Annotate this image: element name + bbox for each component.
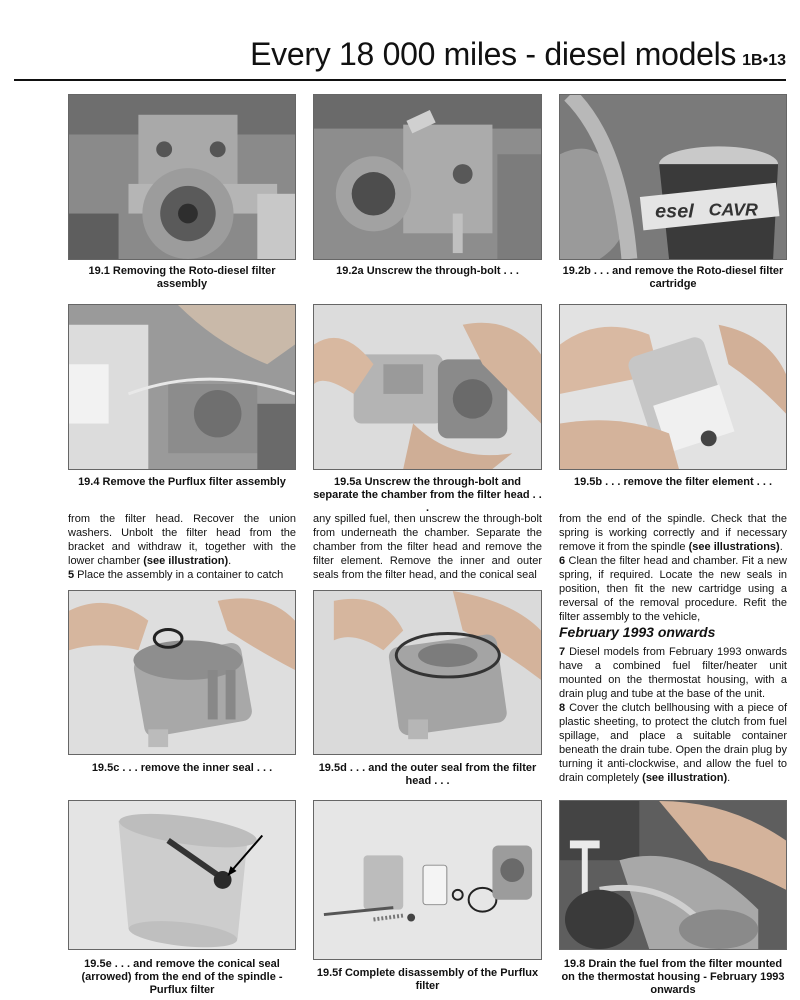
photo-19-5a xyxy=(313,304,542,470)
caption-19-8: 19.8 Drain the fuel from the filter mounted on the thermostat housing - February 1993 onwards xyxy=(561,958,785,996)
page-reference: 1B•13 xyxy=(742,52,786,69)
step-6: 6 Clean the filter head and chamber. Fit a new spring, if required. Locate the new seals in position, then fit the new cartridge using a reversal of the removal procedure. Refit the filter assembly to the vehicle, xyxy=(559,555,787,623)
photo-19-1 xyxy=(68,94,296,260)
caption-19-4: 19.4 Remove the Purflux filter assembly xyxy=(78,476,286,488)
step-5: 5 Place the assembly in a container to catch xyxy=(68,569,284,581)
caption-19-2a: 19.2a Unscrew the through-bolt . . . xyxy=(336,265,519,277)
running-head xyxy=(250,36,786,73)
caption-19-2b: 19.2b . . . and remove the Roto-diesel filter cartridge xyxy=(562,265,784,290)
caption-19-5c: 19.5c . . . remove the inner seal . . . xyxy=(91,762,273,774)
step-8: 8 Cover the clutch bellhousing with a piece of plastic sheeting, to protect the clutch from fuel spillage, and place a suitable container beneath the drain tube. Open the drain plug by turning it anti-clockwise, and allow the fuel to drain completely (see illustration). xyxy=(559,702,787,784)
photo-19-5e xyxy=(68,800,296,950)
paragraph: from the filter head. Recover the union washers. Unbolt the filter head from the bracket and withdraw it, together with the lower chamber (see illustration). xyxy=(68,513,296,567)
text-column-3-continued xyxy=(559,645,787,785)
photo-19-5c xyxy=(68,590,296,755)
caption-19-1: 19.1 Removing the Roto-diesel filter assembly xyxy=(88,265,276,290)
header-rule xyxy=(14,79,786,81)
photo-19-5d xyxy=(313,590,542,755)
running-head-title: Every 18 000 miles - diesel models xyxy=(250,36,737,72)
photo-19-2a xyxy=(313,94,542,260)
section-subheading: February 1993 onwards xyxy=(559,624,716,640)
photo-19-4 xyxy=(68,304,296,470)
caption-19-5a: 19.5a Unscrew the through-bolt and separate the chamber from the filter head . . . xyxy=(313,476,542,514)
caption-19-5f: 19.5f Complete disassembly of the Purflux filter xyxy=(316,967,539,992)
text-column-3 xyxy=(559,512,787,624)
step-7: 7 Diesel models from February 1993 onwards have a combined fuel filter/heater unit mounted on the thermostat housing, with a drain plug and tube at the base of the unit. xyxy=(559,646,787,700)
caption-19-5e: 19.5e . . . and remove the conical seal (arrowed) from the end of the spindle - Purflux filter xyxy=(81,958,283,996)
cartridge-label-1: esel xyxy=(655,200,694,223)
photo-19-5f xyxy=(313,800,542,960)
paragraph: any spilled fuel, then unscrew the through-bolt from underneath the chamber. Separate the chamber from the filter head and remove the filter element. Remove the inner and outer seals from the filter head, and the conical seal xyxy=(313,513,542,581)
text-column-1 xyxy=(68,512,296,582)
cartridge-label-2: CAVR xyxy=(708,199,758,220)
page-header xyxy=(0,0,800,82)
photo-19-5b xyxy=(559,304,787,470)
caption-19-5d: 19.5d . . . and the outer seal from the filter head . . . xyxy=(318,762,537,787)
photo-19-2b xyxy=(559,94,787,260)
caption-19-5b: 19.5b . . . remove the filter element . . . xyxy=(573,476,773,488)
paragraph: from the end of the spindle. Check that the spring is working correctly and if necessary remove it from the spindle (see illustrations). xyxy=(559,513,787,553)
text-column-2 xyxy=(313,512,542,582)
photo-19-8 xyxy=(559,800,787,950)
